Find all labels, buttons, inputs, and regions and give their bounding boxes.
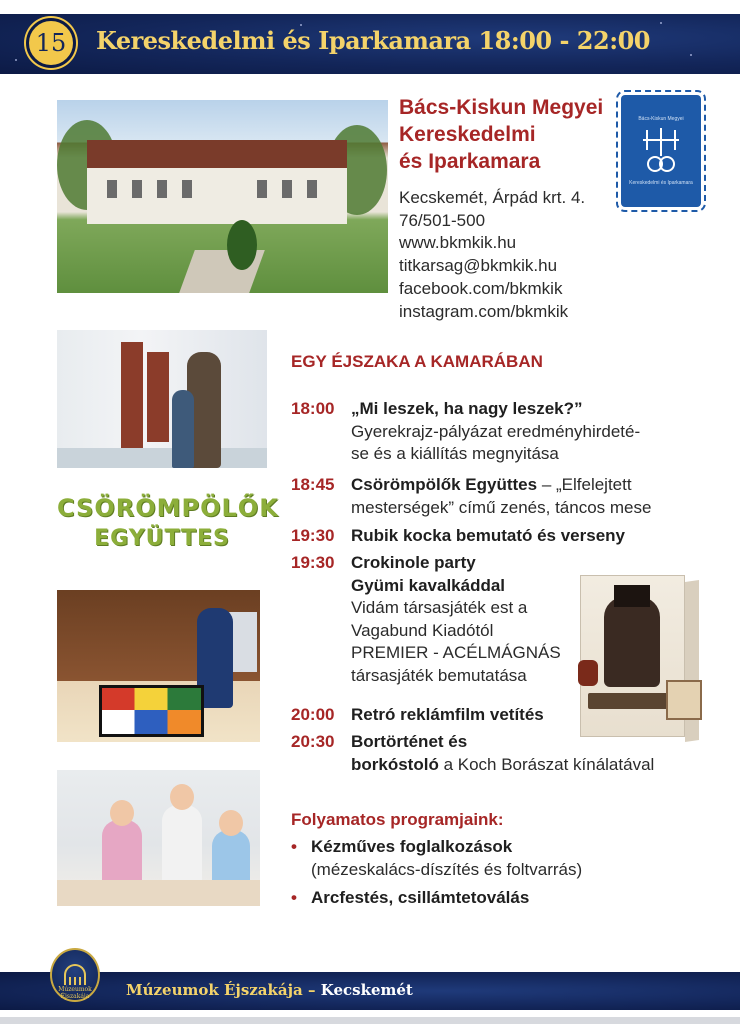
facebook-link[interactable]: facebook.com/bkmkik bbox=[399, 278, 563, 298]
chamber-logo: Bács-Kiskun Megyei Kereskedelmi és Iparkamara bbox=[621, 95, 701, 207]
page-title: Kereskedelmi és Iparkamara 18:00 - 22:00 bbox=[96, 26, 650, 55]
board-game-box-image bbox=[574, 575, 704, 745]
instagram-link[interactable]: instagram.com/bkmkik bbox=[399, 301, 569, 321]
phone: 76/501-500 bbox=[399, 210, 486, 230]
header-bar bbox=[0, 14, 740, 74]
kids-crafts-photo bbox=[57, 770, 260, 906]
program-number-badge: 15 bbox=[26, 18, 76, 68]
bullet-icon: • bbox=[291, 837, 297, 856]
exhibition-photo bbox=[57, 330, 267, 468]
rubik-cube-photo bbox=[57, 590, 260, 742]
bullet-icon: • bbox=[291, 888, 297, 907]
footer-bar bbox=[0, 972, 740, 1010]
band-logo: CSÖRÖMPÖLŐK EGYÜTTES bbox=[57, 494, 279, 551]
email-link[interactable]: titkarsag@bkmkik.hu bbox=[399, 256, 558, 276]
building-photo bbox=[57, 100, 388, 293]
museum-night-logo: Múzeumok Éjszakája bbox=[50, 948, 100, 1002]
key-emblem-icon bbox=[639, 126, 683, 176]
website-link[interactable]: www.bkmkik.hu bbox=[399, 233, 517, 253]
contact-info bbox=[399, 187, 585, 323]
continuous-programs-heading: Folyamatos programjaink: bbox=[291, 810, 504, 829]
divider bbox=[0, 1017, 740, 1024]
address: Kecskemét, Árpád krt. 4. bbox=[399, 188, 586, 207]
program-heading: EGY ÉJSZAKA A KAMARÁBAN bbox=[291, 352, 543, 371]
organization-name: Bács-Kiskun Megyei Kereskedelmi és Iparkamara bbox=[399, 96, 604, 173]
footer-title: Múzeumok Éjszakája – Kecskemét bbox=[126, 981, 413, 999]
